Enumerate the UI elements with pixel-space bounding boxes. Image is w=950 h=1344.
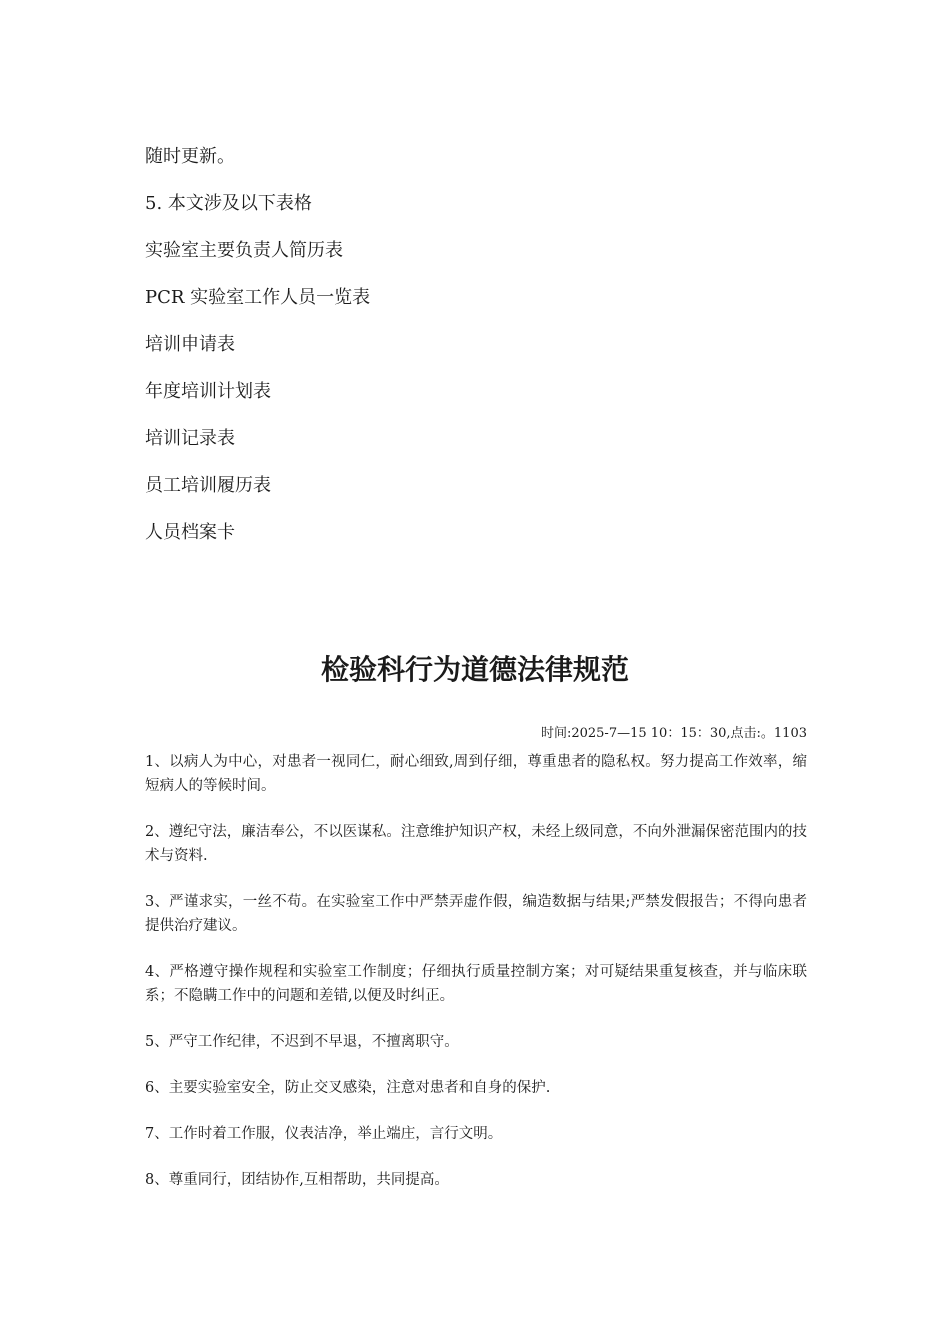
article-meta: 时间:2025-7—15 10：15：30,点击:。1103 <box>540 726 807 741</box>
rule-item: 7、工作时着工作服，仪表洁净，举止端庄，言行文明。 <box>145 1126 503 1142</box>
form-list-item: 实验室主要负责人简历表 <box>145 240 343 261</box>
rule-item: 5、严守工作纪律，不迟到不早退，不擅离职守。 <box>145 1034 459 1050</box>
rule-item: 6、主要实验室安全，防止交叉感染，注意对患者和自身的保护. <box>145 1080 551 1096</box>
section-heading: 5. 本文涉及以下表格 <box>145 193 312 214</box>
rule-item: 3、严谨求实，一丝不苟。在实验室工作中严禁弄虚作假，编造数据与结果;严禁发假报告；不得向患者提供治疗建议。 <box>145 894 807 934</box>
rule-item: 4、严格遵守操作规程和实验室工作制度；仔细执行质量控制方案；对可疑结果重复核查，并与临床联系；不隐瞒工作中的问题和差错,以便及时纠正。 <box>145 964 807 1004</box>
rule-item: 1、以病人为中心，对患者一视同仁，耐心细致,周到仔细，尊重患者的隐私权。努力提高工作效率，缩短病人的等候时间。 <box>145 754 807 794</box>
continuation-text: 随时更新。 <box>145 146 235 167</box>
forms-list-section <box>145 146 805 569</box>
article-title: 检验科行为道德法律规范 <box>320 653 629 686</box>
rule-item: 8、尊重同行，团结协作,互相帮助，共同提高。 <box>145 1172 449 1188</box>
form-list-item: 培训申请表 <box>145 334 235 355</box>
rule-item: 2、遵纪守法，廉洁奉公，不以医谋私。注意维护知识产权，未经上级同意，不向外泄漏保密范围内的技术与资料. <box>145 824 807 864</box>
form-list-item: PCR 实验室工作人员一览表 <box>145 287 371 308</box>
form-list-item: 培训记录表 <box>145 428 235 449</box>
form-list-item: 人员档案卡 <box>145 522 235 543</box>
form-list-item: 员工培训履历表 <box>145 475 271 496</box>
form-list-item: 年度培训计划表 <box>145 381 271 402</box>
rules-list <box>145 750 807 1214</box>
